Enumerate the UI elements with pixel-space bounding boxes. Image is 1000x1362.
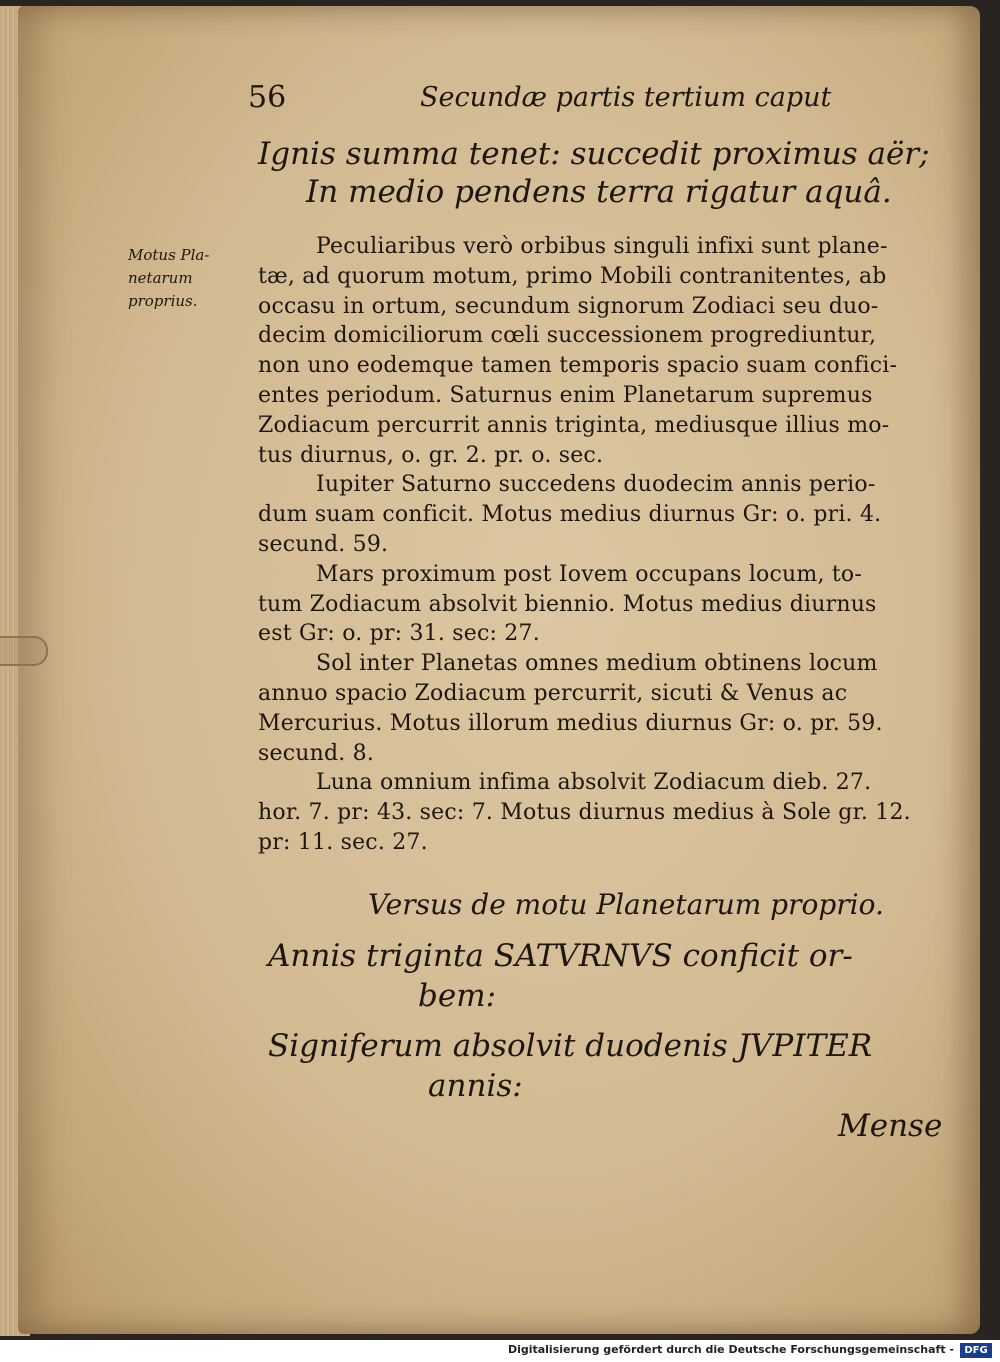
poem-line-2: bem: — [418, 978, 497, 1014]
body-line: secund. 59. — [258, 531, 389, 557]
body-line: non uno eodemque tamen temporis spacio suam confici- — [258, 353, 898, 379]
running-head — [248, 80, 832, 120]
body-line: Mercurius. Motus illorum medius diurnus Gr: o. pr. 59. — [258, 710, 883, 736]
body-line: annuo spacio Zodiacum percurrit, sicuti & Venus ac — [258, 680, 848, 706]
margin-note — [128, 244, 246, 313]
body-line: Peculiaribus verò orbibus singuli infixi sunt plane- — [316, 234, 888, 259]
opening-verse-line-1: Ignis summa tenet: succedit proximus aër; — [258, 136, 930, 172]
poem-line-4: annis: — [428, 1068, 523, 1104]
opening-verse-line-2: In medio pendens terra rigatur aquâ. — [306, 174, 892, 210]
margin-note-line: netarum — [128, 269, 193, 287]
poem-line-3: Signiferum absolvit duodenis JVPITER — [268, 1028, 873, 1064]
body-line: Iupiter Saturno succedens duodecim annis perio- — [316, 472, 876, 498]
body-line: Mars proximum post Iovem occupans locum, to- — [316, 561, 862, 587]
catchword: Mense — [838, 1108, 943, 1144]
body-line: hor. 7. pr: 43. sec: 7. Motus diurnus medius à Sole gr. 12. — [258, 800, 911, 826]
gutter-tab — [0, 636, 48, 666]
body-line: entes periodum. Saturnus enim Planetarum supremus — [258, 382, 873, 408]
body-line: tum Zodiacum absolvit biennio. Motus medius diurnus — [258, 591, 877, 617]
body-line: Luna omnium infima absolvit Zodiacum dieb. 27. — [316, 770, 872, 796]
margin-note-line: proprius. — [128, 292, 198, 310]
body-line: Sol inter Planetas omnes medium obtinens locum — [316, 651, 878, 677]
verse-heading: Versus de motu Planetarum proprio. — [368, 888, 884, 921]
body-line: tus diurnus, o. gr. 2. pr. o. sec. — [258, 442, 604, 468]
margin-note-line: Motus Pla- — [128, 246, 210, 264]
body-line: tæ, ad quorum motum, primo Mobili contranitentes, ab — [258, 263, 887, 289]
body-line: est Gr: o. pr: 31. sec: 27. — [258, 621, 540, 647]
show-through-ink — [268, 1128, 588, 1176]
body-text — [258, 232, 938, 858]
body-line: secund. 8. — [258, 740, 375, 766]
body-line: decim domiciliorum cœli successionem progrediuntur, — [258, 323, 877, 349]
body-line: pr: 11. sec. 27. — [258, 829, 428, 855]
page-number: 56 — [248, 80, 287, 115]
body-line: dum suam conficit. Motus medius diurnus Gr: o. pri. 4. — [258, 502, 882, 528]
body-line: occasu in ortum, secundum signorum Zodiaci seu duo- — [258, 293, 879, 319]
digitization-footer — [0, 1340, 1000, 1362]
footer-credit: Digitalisierung gefördert durch die Deutsche Forschungsgemeinschaft - — [507, 1343, 954, 1356]
poem-line-1: Annis triginta SATVRNVS conficit or- — [268, 938, 853, 974]
body-line: Zodiacum percurrit annis triginta, mediusque illius mo- — [258, 412, 890, 438]
dfg-logo: DFG — [960, 1343, 992, 1358]
running-title: Secundæ partis tertium caput — [420, 82, 832, 113]
